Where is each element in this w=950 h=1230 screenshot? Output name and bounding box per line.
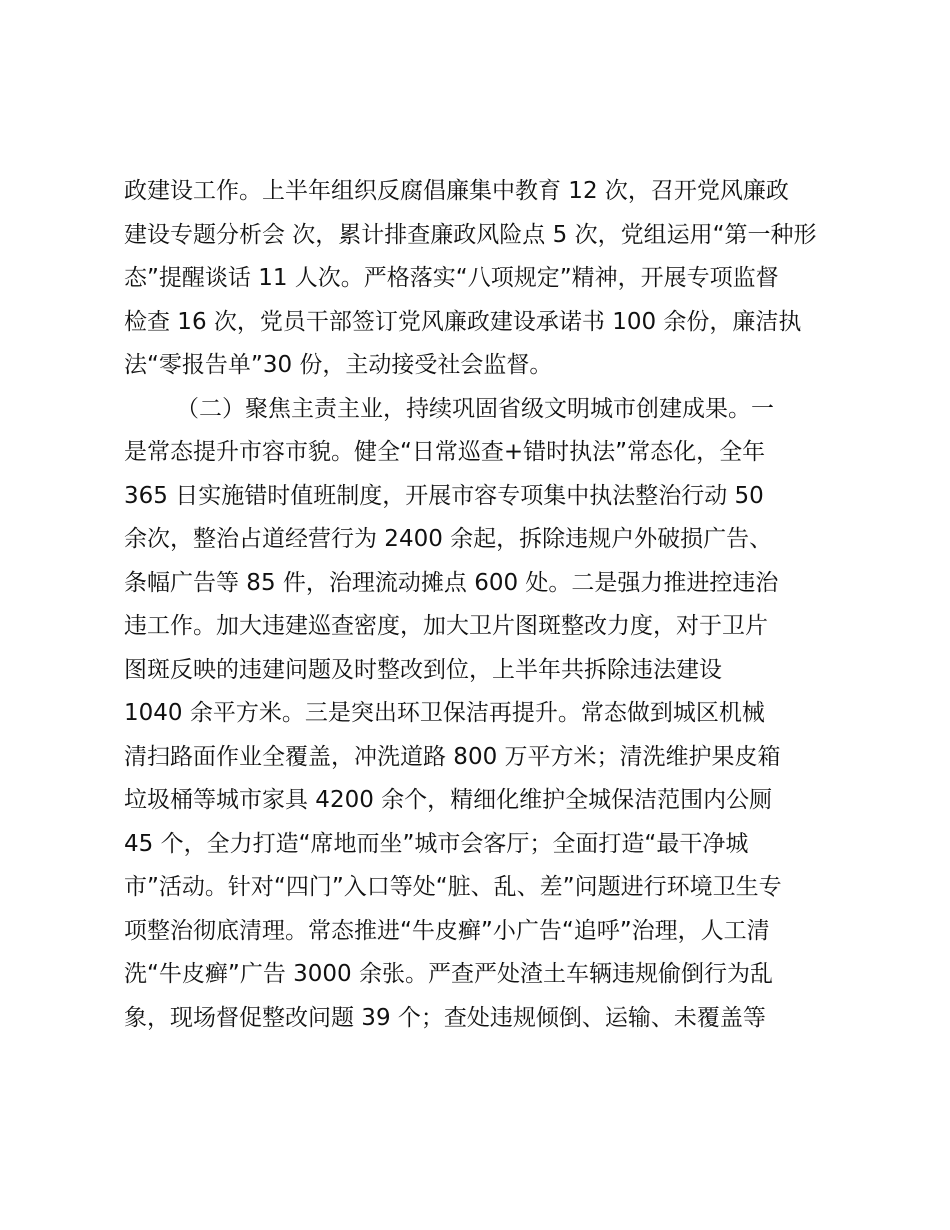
text-line: 建设专题分析会 次，累计排查廉政风险点 5 次，党组运用“第一种形 xyxy=(124,221,817,248)
text-line: 45 个，全力打造“席地而坐”城市会客厅；全面打造“最干净城 xyxy=(124,830,749,857)
text-line: 政建设工作。上半年组织反腐倡廉集中教育 12 次，召开党风廉政 xyxy=(124,178,789,204)
text-line: 余次，整治占道经营行为 2400 余起，拆除违规户外破损广告、 xyxy=(124,526,773,552)
text-line: 项整治彻底清理。常态推进“牛皮癣”小广告“追呼”治理，人工清 xyxy=(124,917,770,944)
text-line: 垃圾桶等城市家具 4200 余个，精细化维护全城保洁范围内公厕 xyxy=(124,787,773,813)
text-line: 态”提醒谈话 11 人次。严格落实“八项规定”精神，开展专项监督 xyxy=(124,265,779,291)
text-line: 违工作。加大违建巡查密度，加大卫片图斑整改力度，对于卫片 xyxy=(124,613,768,639)
text-line: 市”活动。针对“四门”入口等处“脏、乱、差”问题进行环境卫生专 xyxy=(124,874,782,900)
text-line: 图斑反映的违建问题及时整改到位，上半年共拆除违法建设 xyxy=(124,656,722,683)
text-line: 象，现场督促整改问题 39 个；查处违规倾倒、运输、未覆盖等 xyxy=(124,1004,766,1031)
text-line: 365 日实施错时值班制度，开展市容专项集中执法整治行动 50 xyxy=(124,482,764,509)
text-line: 检查 16 次，党员干部签订党风廉政建设承诺书 100 余份，廉洁执 xyxy=(124,308,802,335)
text-line: 1040 余平方米。三是突出环卫保洁再提升。常态做到城区机械 xyxy=(124,700,765,726)
text-line: 洗“牛皮癣”广告 3000 余张。严查严处渣土车辆违规偷倒行为乱 xyxy=(124,961,773,987)
body-text xyxy=(124,170,844,1040)
text-line: 清扫路面作业全覆盖，冲洗道路 800 万平方米；清洗维护果皮箱 xyxy=(124,743,781,770)
text-line: 是常态提升市容市貌。健全“日常巡查+错时执法”常态化，全年 xyxy=(124,439,766,465)
section-heading-line: （二）聚焦主责主业，持续巩固省级文明城市创建成果。一 xyxy=(176,395,774,422)
text-line: 条幅广告等 85 件，治理流动摊点 600 处。二是强力推进控违治 xyxy=(124,569,779,596)
text-line: 法“零报告单”30 份，主动接受社会监督。 xyxy=(124,352,553,378)
